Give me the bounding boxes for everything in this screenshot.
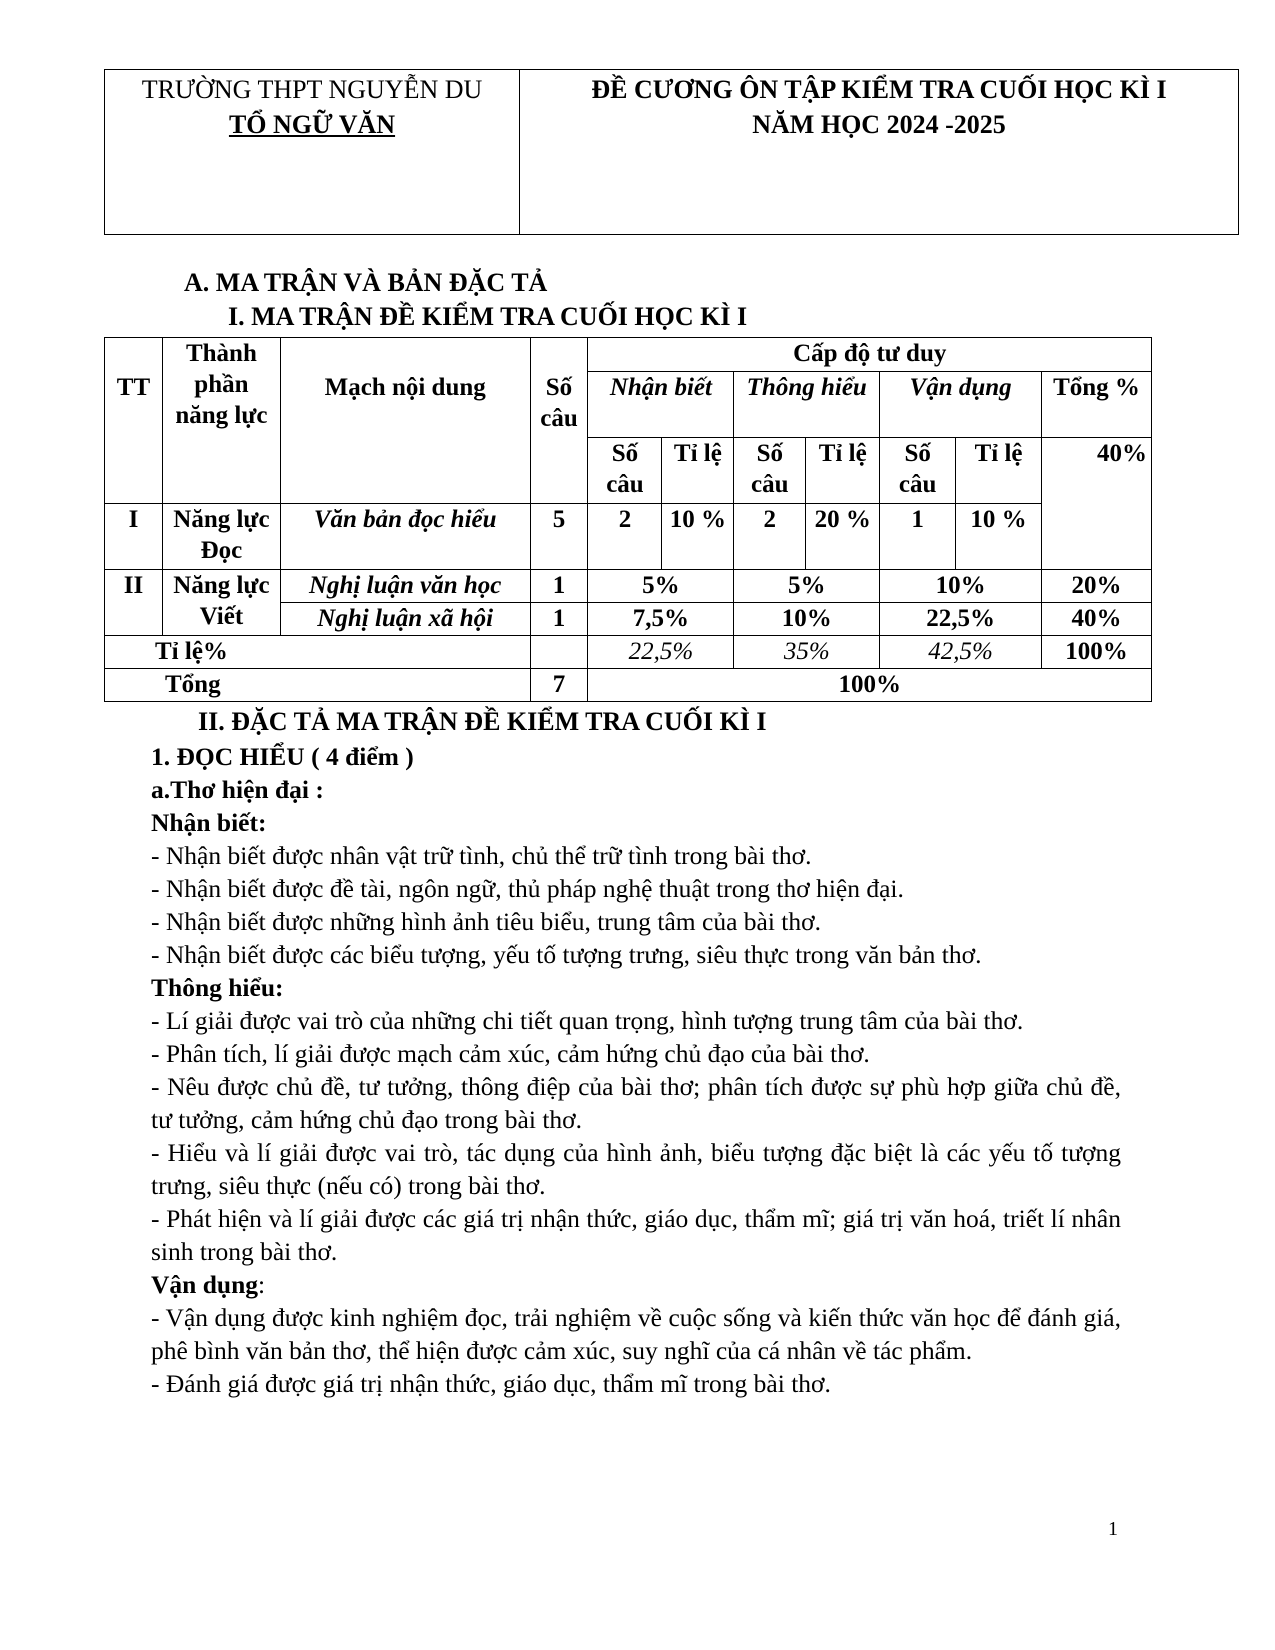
sub-ti-le-th: Tỉ lệ [806,438,880,504]
section-a-heading: A. MA TRẬN VÀ BẢN ĐẶC TẢ [184,268,548,297]
col-header-so-cau: Số câu [530,338,588,504]
row2-tong: 20% [1042,570,1152,603]
row3-nb: 7,5% [588,603,734,636]
row2-nb: 5% [588,570,734,603]
tho-hien-dai-heading: a.Thơ hiện đại : [151,775,324,804]
van-dung-heading: Vận dụng [151,1270,259,1299]
page-number: 1 [1108,1518,1118,1540]
school-name: TRƯỜNG THPT NGUYỄN DU [141,75,483,104]
row-tong-label: Tổng [105,669,531,702]
thong-hieu-heading: Thông hiểu: [151,973,284,1002]
thong-hieu-item: - Nêu được chủ đề, tư tưởng, thông điệp của bài thơ; phân tích được sự phù hợp giữa chủ đề, tư tưởng, cảm hứng chủ đạo trong bài thơ. [151,1072,1121,1134]
row2-vd: 10% [880,570,1042,603]
row-ti-le-empty [530,636,588,669]
nhan-biet-item: - Nhận biết được đề tài, ngôn ngữ, thủ pháp nghệ thuật trong thơ hiện đại. [151,874,904,903]
van-dung-colon: : [258,1270,266,1299]
van-dung-heading-line [151,1268,1121,1301]
row2-so-cau: 1 [530,570,588,603]
col-header-mach-noi-dung: Mạch nội dung [280,338,530,504]
row3-vd: 22,5% [880,603,1042,636]
header-left [105,70,520,234]
col-header-tt: TT [105,338,163,504]
group-name: TỔ NGỮ VĂN [228,110,396,139]
row2-thanh-phan: Năng lực Viết [162,570,280,636]
row2-mach: Nghị luận văn học [280,570,530,603]
col-header-cap-do: Cấp độ tư duy [588,338,1152,372]
sub-so-cau-th: Số câu [734,438,806,504]
matrix-table [104,337,1152,702]
row1-vd-ti-le: 10 % [956,504,1042,570]
row1-mach: Văn bản đọc hiểu [280,504,530,570]
col-header-thong-hieu: Thông hiểu [734,372,880,438]
row3-th: 10% [734,603,880,636]
row1-thanh-phan: Năng lực Đọc [162,504,280,570]
row-tong-total: 100% [588,669,1152,702]
row-ti-le-vd: 42,5% [880,636,1042,669]
van-dung-item: - Đánh giá được giá trị nhận thức, giáo dục, thẩm mĩ trong bài thơ. [151,1369,831,1398]
row-ti-le-tong: 100% [1042,636,1152,669]
document-header [104,69,1239,235]
doc-title-line1: ĐỀ CƯƠNG ÔN TẬP KIỂM TRA CUỐI HỌC KÌ I [591,75,1167,104]
sub-so-cau-nb: Số câu [588,438,662,504]
row2-tt: II [105,570,163,636]
sub-ti-le-nb: Tỉ lệ [662,438,734,504]
row-ti-le-label: Tỉ lệ% [105,636,531,669]
spec-body [151,740,1121,1400]
doc-title-line2: NĂM HỌC 2024 -2025 [752,110,1006,139]
thong-hieu-item: - Phân tích, lí giải được mạch cảm xúc, cảm hứng chủ đạo của bài thơ. [151,1039,870,1068]
thong-hieu-item: - Phát hiện và lí giải được các giá trị nhận thức, giáo dục, thẩm mĩ; giá trị văn hoá, triết lí nhân sinh trong bài thơ. [151,1204,1121,1266]
row1-nb-so-cau: 2 [588,504,662,570]
section-ii-heading: II. ĐẶC TẢ MA TRẬN ĐỀ KIỂM TRA CUỐI KÌ I [198,707,767,736]
row1-th-ti-le: 20 % [806,504,880,570]
sub-ti-le-vd: Tỉ lệ [956,438,1042,504]
nhan-biet-item: - Nhận biết được nhân vật trữ tình, chủ thể trữ tình trong bài thơ. [151,841,812,870]
nhan-biet-item: - Nhận biết được những hình ảnh tiêu biểu, trung tâm của bài thơ. [151,907,821,936]
tong-col-top: 40% [1042,438,1152,570]
row1-tt: I [105,504,163,570]
row-ti-le-nb: 22,5% [588,636,734,669]
nhan-biet-heading: Nhận biết: [151,808,267,837]
van-dung-item: - Vận dụng được kinh nghiệm đọc, trải nghiệm về cuộc sống và kiến thức văn học để đánh giá, phê bình văn bản thơ, thể hiện được cảm xúc, suy nghĩ của cá nhân về tác phẩm. [151,1303,1121,1365]
thong-hieu-item: - Lí giải được vai trò của những chi tiết quan trọng, hình tượng trung tâm của bài thơ. [151,1006,1024,1035]
row3-tong: 40% [1042,603,1152,636]
row-tong-so-cau: 7 [530,669,588,702]
col-header-van-dung: Vận dụng [880,372,1042,438]
row1-th-so-cau: 2 [734,504,806,570]
row3-so-cau: 1 [530,603,588,636]
col-header-nhan-biet: Nhận biết [588,372,734,438]
header-right [520,70,1238,234]
sub-so-cau-vd: Số câu [880,438,956,504]
row2-th: 5% [734,570,880,603]
section-i-heading: I. MA TRẬN ĐỀ KIỂM TRA CUỐI HỌC KÌ I [228,302,748,331]
col-header-tong: Tổng % [1042,372,1152,438]
doc-hieu-heading: 1. ĐỌC HIỂU ( 4 điểm ) [151,742,414,771]
row1-vd-so-cau: 1 [880,504,956,570]
row1-so-cau: 5 [530,504,588,570]
col-header-thanh-phan: Thành phần năng lực [162,338,280,504]
row1-nb-ti-le: 10 % [662,504,734,570]
nhan-biet-item: - Nhận biết được các biểu tượng, yếu tố tượng trưng, siêu thực trong văn bản thơ. [151,940,982,969]
thong-hieu-item: - Hiểu và lí giải được vai trò, tác dụng của hình ảnh, biểu tượng đặc biệt là các yếu tố tượng trưng, siêu thực (nếu có) trong bài thơ. [151,1138,1121,1200]
row3-mach: Nghị luận xã hội [280,603,530,636]
row-ti-le-th: 35% [734,636,880,669]
